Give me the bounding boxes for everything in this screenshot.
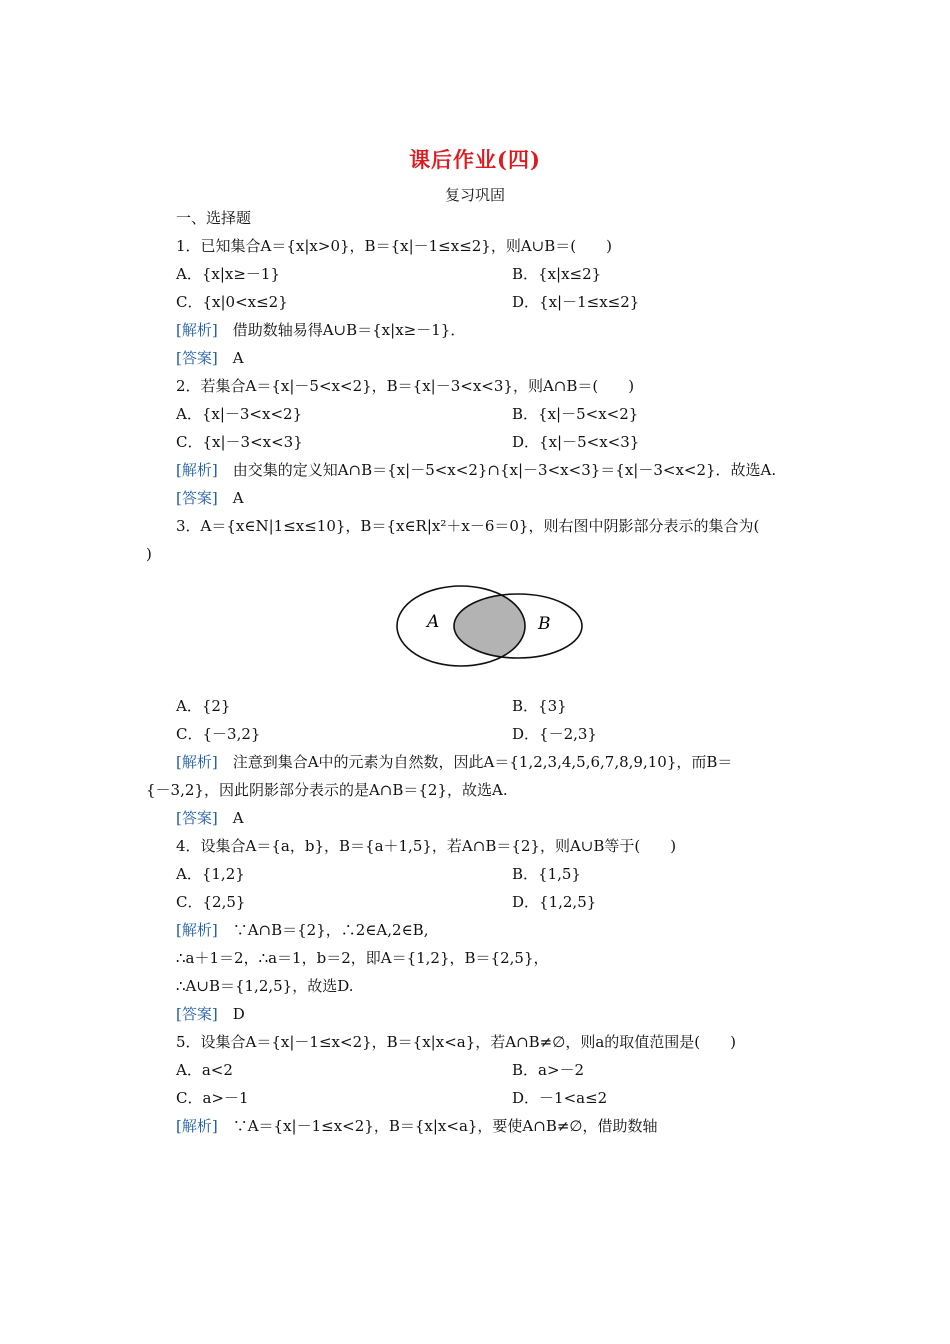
answer-tag: [答案] <box>176 349 218 367</box>
question-3-option-d: D．{－2,3} <box>512 725 597 743</box>
question-2-option-c: C．{x|－3<x<3} <box>176 433 303 451</box>
question-2-stem: 2．若集合A＝{x|－5<x<2}，B＝{x|－3<x<3}，则A∩B＝( ) <box>176 377 635 395</box>
question-5-option-a: A．a<2 <box>176 1061 233 1079</box>
question-2-answer <box>176 488 244 508</box>
question-1-analysis <box>176 320 465 340</box>
question-3-answer <box>176 808 244 828</box>
analysis-text: ∵A＝{x|－1≤x<2}，B＝{x|x<a}，要使A∩B≠∅，借助数轴 <box>217 1117 658 1135</box>
question-4-option-b: B．{1,5} <box>512 865 581 883</box>
answer-text: A <box>217 489 244 507</box>
answer-text: D <box>217 1005 245 1023</box>
question-3-option-a: A．{2} <box>176 697 231 715</box>
question-5-option-d: D．－1<a≤2 <box>512 1089 608 1107</box>
question-3-option-b: B．{3} <box>512 697 567 715</box>
question-2-option-a: A．{x|－3<x<2} <box>176 405 303 423</box>
question-4-analysis-line-2: ∴a＋1＝2，∴a＝1，b＝2，即A＝{1,2}，B＝{2,5}， <box>176 949 549 967</box>
question-2-analysis <box>176 460 776 480</box>
analysis-tag: [解析] <box>176 461 218 479</box>
page-title: 课后作业(四) <box>409 147 541 172</box>
question-1-answer <box>176 348 244 368</box>
question-2-option-b: B．{x|－5<x<2} <box>512 405 639 423</box>
question-4-analysis-line-3: ∴A∪B＝{1,2,5}，故选D. <box>176 977 354 995</box>
answer-tag: [答案] <box>176 809 218 827</box>
question-5-option-b: B．a>－2 <box>512 1061 585 1079</box>
analysis-tag: [解析] <box>176 1117 218 1135</box>
analysis-text: ∵A∩B＝{2}，∴2∈A,2∈B, <box>217 921 429 939</box>
question-4-option-a: A．{1,2} <box>176 865 245 883</box>
question-4-analysis <box>176 920 428 940</box>
question-3-analysis-line-2: {－3,2}，因此阴影部分表示的是A∩B＝{2}，故选A. <box>146 781 508 799</box>
analysis-text: 由交集的定义知A∩B＝{x|－5<x<2}∩{x|－3<x<3}＝{x|－3<x<2}．故选A. <box>217 461 777 479</box>
question-3-stem-line-2: ) <box>146 545 152 563</box>
question-4-option-d: D．{1,2,5} <box>512 893 597 911</box>
question-1-stem: 1．已知集合A＝{x|x>0}，B＝{x|－1≤x≤2}，则A∪B＝( ) <box>176 237 612 255</box>
question-5-stem: 5．设集合A＝{x|－1≤x<2}，B＝{x|x<a}，若A∩B≠∅，则a的取值范围是( ) <box>176 1033 736 1051</box>
analysis-tag: [解析] <box>176 321 218 339</box>
question-3-stem-line-1: 3．A＝{x∈N|1≤x≤10}，B＝{x∈R|x²＋x－6＝0}，则右图中阴影部分表示的集合为( <box>176 517 760 535</box>
venn-label-b: B <box>538 614 551 634</box>
question-1-option-d: D．{x|－1≤x≤2} <box>512 293 640 311</box>
analysis-text: 借助数轴易得A∪B＝{x|x≥－1}． <box>217 321 466 339</box>
answer-text: A <box>217 809 244 827</box>
analysis-tag: [解析] <box>176 921 218 939</box>
question-3-option-c: C．{－3,2} <box>176 725 261 743</box>
answer-tag: [答案] <box>176 1005 218 1023</box>
question-5-analysis <box>176 1116 658 1136</box>
question-5-option-c: C．a>－1 <box>176 1089 249 1107</box>
question-1-option-b: B．{x|x≤2} <box>512 265 602 283</box>
venn-label-a: A <box>427 612 440 632</box>
venn-diagram <box>394 583 590 669</box>
question-4-option-c: C．{2,5} <box>176 893 246 911</box>
question-4-stem: 4．设集合A＝{a，b}，B＝{a＋1,5}，若A∩B＝{2}，则A∪B等于( ) <box>176 837 677 855</box>
page-subtitle: 复习巩固 <box>444 186 505 204</box>
question-1-option-a: A．{x|x≥－1} <box>176 265 281 283</box>
answer-tag: [答案] <box>176 489 218 507</box>
question-2-option-d: D．{x|－5<x<3} <box>512 433 640 451</box>
question-1-option-c: C．{x|0<x≤2} <box>176 293 288 311</box>
section-heading: 一、选择题 <box>176 209 252 227</box>
analysis-text: 注意到集合A中的元素为自然数，因此A＝{1,2,3,4,5,6,7,8,9,10}，而B＝ <box>217 753 733 771</box>
answer-text: A <box>217 349 244 367</box>
question-4-answer <box>176 1004 245 1024</box>
question-3-analysis <box>176 752 732 772</box>
analysis-tag: [解析] <box>176 753 218 771</box>
